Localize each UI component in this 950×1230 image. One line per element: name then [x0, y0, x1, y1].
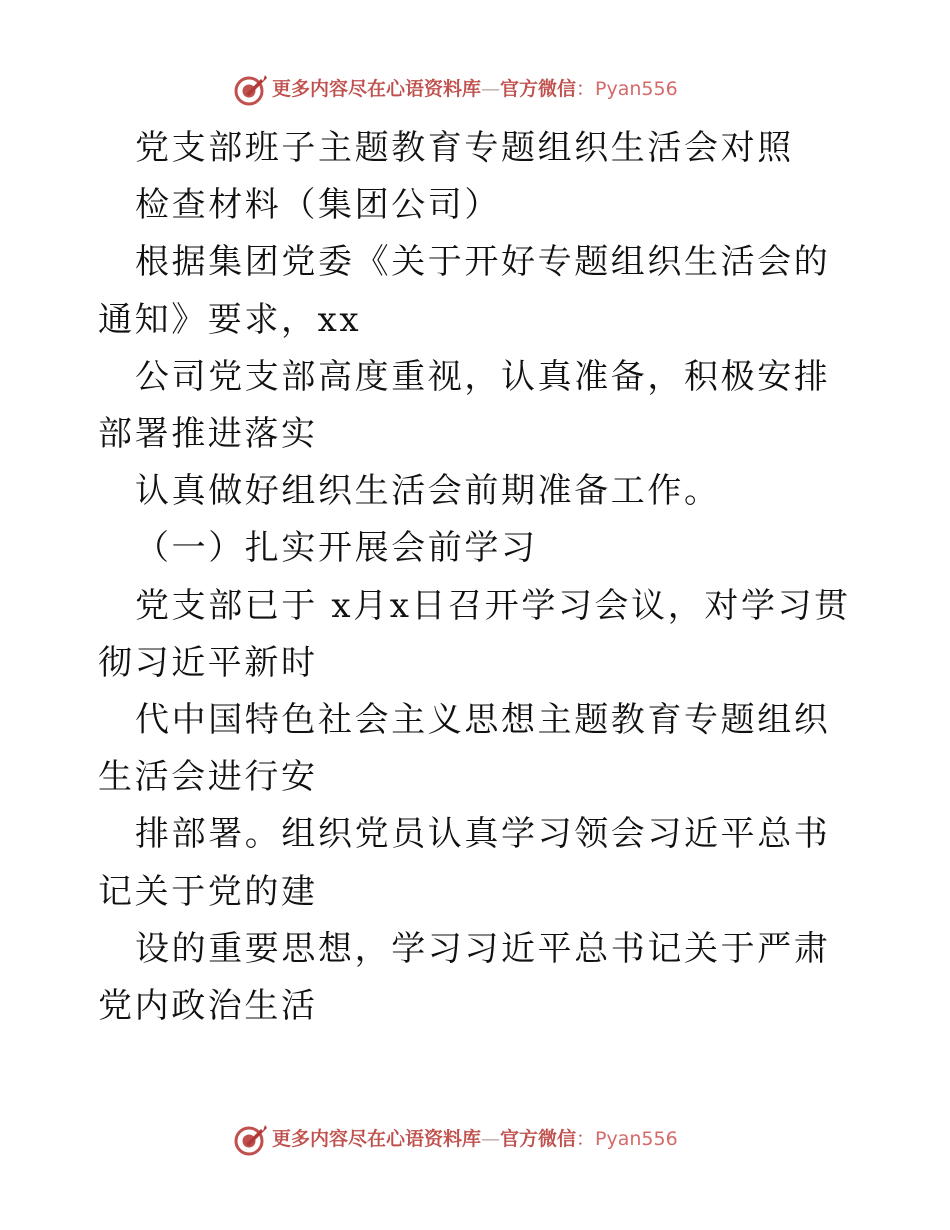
paragraph-preparation: 公司党支部高度重视，认真准备，积极安排部署推进落实: [98, 356, 831, 455]
paragraph-preparation-work: 认真做好组织生活会前期准备工作。: [135, 471, 721, 512]
paragraph-theme-education: 代中国特色社会主义思想主题教育专题组织生活会进行安: [98, 700, 831, 798]
watermark-main-text: 更多内容尽在心语资料库: [272, 1128, 482, 1150]
watermark-separator: —: [481, 78, 501, 100]
watermark-wechat-label: 官方微信: [500, 1128, 577, 1150]
document-body: [98, 120, 858, 1035]
paragraph-notice: 根据集团党委《关于开好专题组织生活会的通知》要求，xx: [98, 242, 831, 340]
paragraph-deployment: 排部署。组织党员认真学习领会习近平总书记关于党的建: [98, 814, 831, 912]
watermark-wechat-label: 官方微信: [500, 78, 577, 100]
watermark-banner-bottom: [0, 1120, 950, 1160]
watermark-colon: ：: [576, 1128, 596, 1150]
watermark-main-text: 更多内容尽在心语资料库: [272, 78, 482, 100]
watermark-separator: —: [481, 1128, 501, 1150]
paragraph-title-line-2: 检查材料（集团公司）: [135, 185, 501, 226]
watermark-banner-top: [0, 70, 950, 110]
watermark-wechat-id: Pyan556: [595, 1128, 678, 1150]
quill-logo-icon: [232, 1122, 270, 1158]
watermark-text: [272, 76, 678, 102]
paragraph-party-building: 设的重要思想，学习习近平总书记关于严肃党内政治生活: [98, 928, 831, 1027]
paragraph-title-line-1: 党支部班子主题教育专题组织生活会对照: [135, 128, 794, 168]
paragraph-study-meeting: 党支部已于 x月x日召开学习会议，对学习贯彻习近平新时: [98, 585, 851, 683]
watermark-colon: ：: [576, 78, 596, 100]
watermark-wechat-id: Pyan556: [595, 78, 678, 100]
quill-logo-icon: [232, 72, 270, 108]
section-heading-study: （一）扎实开展会前学习: [135, 528, 538, 569]
watermark-text: [272, 1126, 678, 1152]
